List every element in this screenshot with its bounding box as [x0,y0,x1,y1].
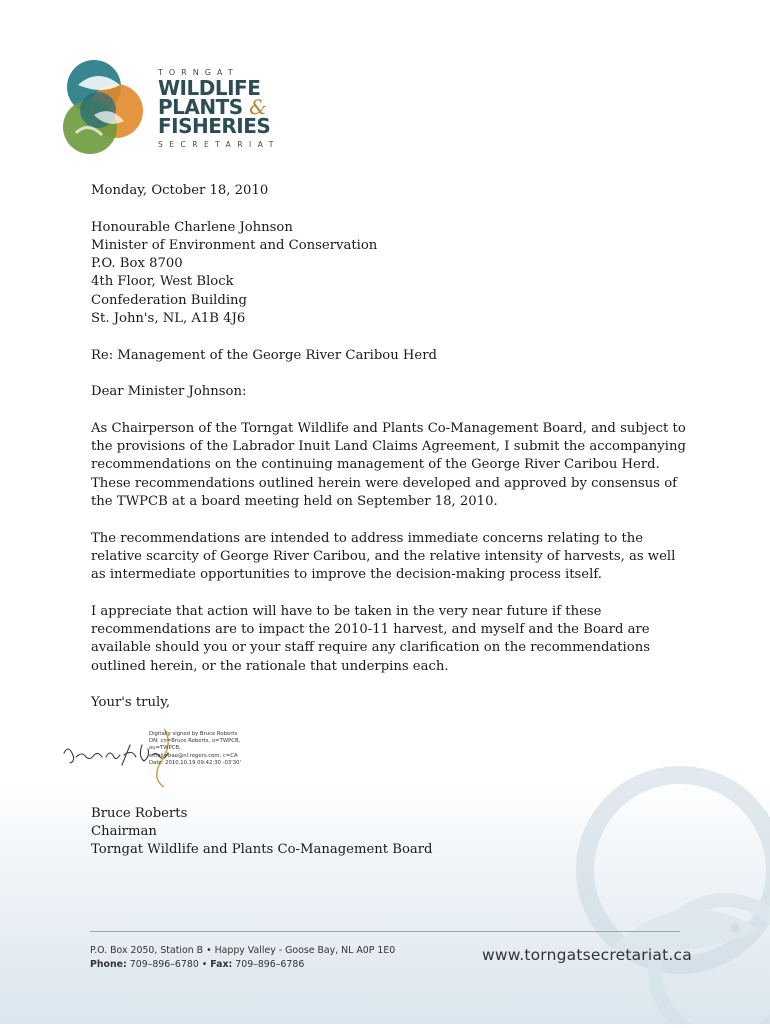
digital-signature-info [149,731,259,768]
signatory [91,805,691,860]
address-line: Confederation Building [91,292,247,308]
signature-block [91,723,691,789]
recipient-address [91,219,691,329]
digital-signature-line: ou=TWPCB, [149,745,181,752]
logo-circles-icon [58,55,158,160]
phone-number: 709–896–6780 [129,959,199,970]
salutation: Dear Minister Johnson: [91,384,247,400]
address-line: P.O. Box 8700 [91,256,183,272]
logo-ampersand: & [249,95,267,119]
body-paragraph: As Chairperson of the Torngat Wildlife and Plants Co-Management Board, and subject to the provisions of the Labrador Inuit Land Claims Agreement, I submit the accompanying recommendations on the continuing management of the George River Caribou Herd. These recommendations outlined herein were developed and approved by consensus of the TWPCB at a board meeting held on September 18, 2010. [91,420,686,510]
logo-wildlife: WILDLIFE [158,76,261,100]
footer-divider [90,931,680,932]
phone-label: Phone: [90,959,127,970]
body-paragraph: I appreciate that action will have to be taken in the very near future if these recommendations are to impact the 2010-11 harvest, and myself and the Board are available should you or your staff require any clarification on the recommendations outlined herein, or the rationale that underpins each. [91,603,650,674]
letter-date: Monday, October 18, 2010 [91,183,269,198]
address-line: 4th Floor, West Block [91,274,234,290]
footer-contact [90,944,395,972]
footer-address: P.O. Box 2050, Station B • Happy Valley - Goose Bay, NL A0P 1E0 [90,945,396,956]
address-line: St. John's, NL, A1B 4J6 [91,311,246,327]
digital-signature-line: Digitally signed by Bruce Roberts [149,730,238,737]
footer-phone-fax [90,958,395,972]
fax-number: 709–896–6786 [235,959,305,970]
signatory-organization: Torngat Wildlife and Plants Co-Management Board [91,842,433,858]
logo-plants: PLANTS [158,95,243,119]
subject-line: Re: Management of the George River Caribou Herd [91,347,437,363]
digital-signature-line: email=bae@nl.rogers.com, c=CA [149,752,238,759]
address-line: Honourable Charlene Johnson [91,219,293,235]
logo-fisheries: FISHERIES [158,114,271,138]
body-paragraph: The recommendations are intended to address immediate concerns relating to the relative scarcity of George River Caribou, and the relative intensity of harvests, as well as intermediate opportunities to improve the decision-making process itself. [91,530,676,583]
fax-label: Fax: [210,959,233,970]
closing: Your's truly, [91,695,171,711]
phone-fax-separator: • [201,959,208,970]
signatory-name: Bruce Roberts [91,805,188,821]
logo-torngat: TORNGAT [158,68,239,77]
signatory-title: Chairman [91,823,157,839]
letter-body [91,182,691,860]
organization-logo [58,55,298,160]
logo-secretariat: SECRETARIAT [158,140,280,149]
digital-signature-line: DN: cn=Bruce Roberts, o=TWPCB, [149,738,241,745]
digital-signature-line: Date: 2010.10.19 09:42:30 -03'30' [149,760,241,767]
address-line: Minister of Environment and Conservation [91,237,378,253]
website-link[interactable]: www.torngatsecretariat.ca [482,946,692,964]
